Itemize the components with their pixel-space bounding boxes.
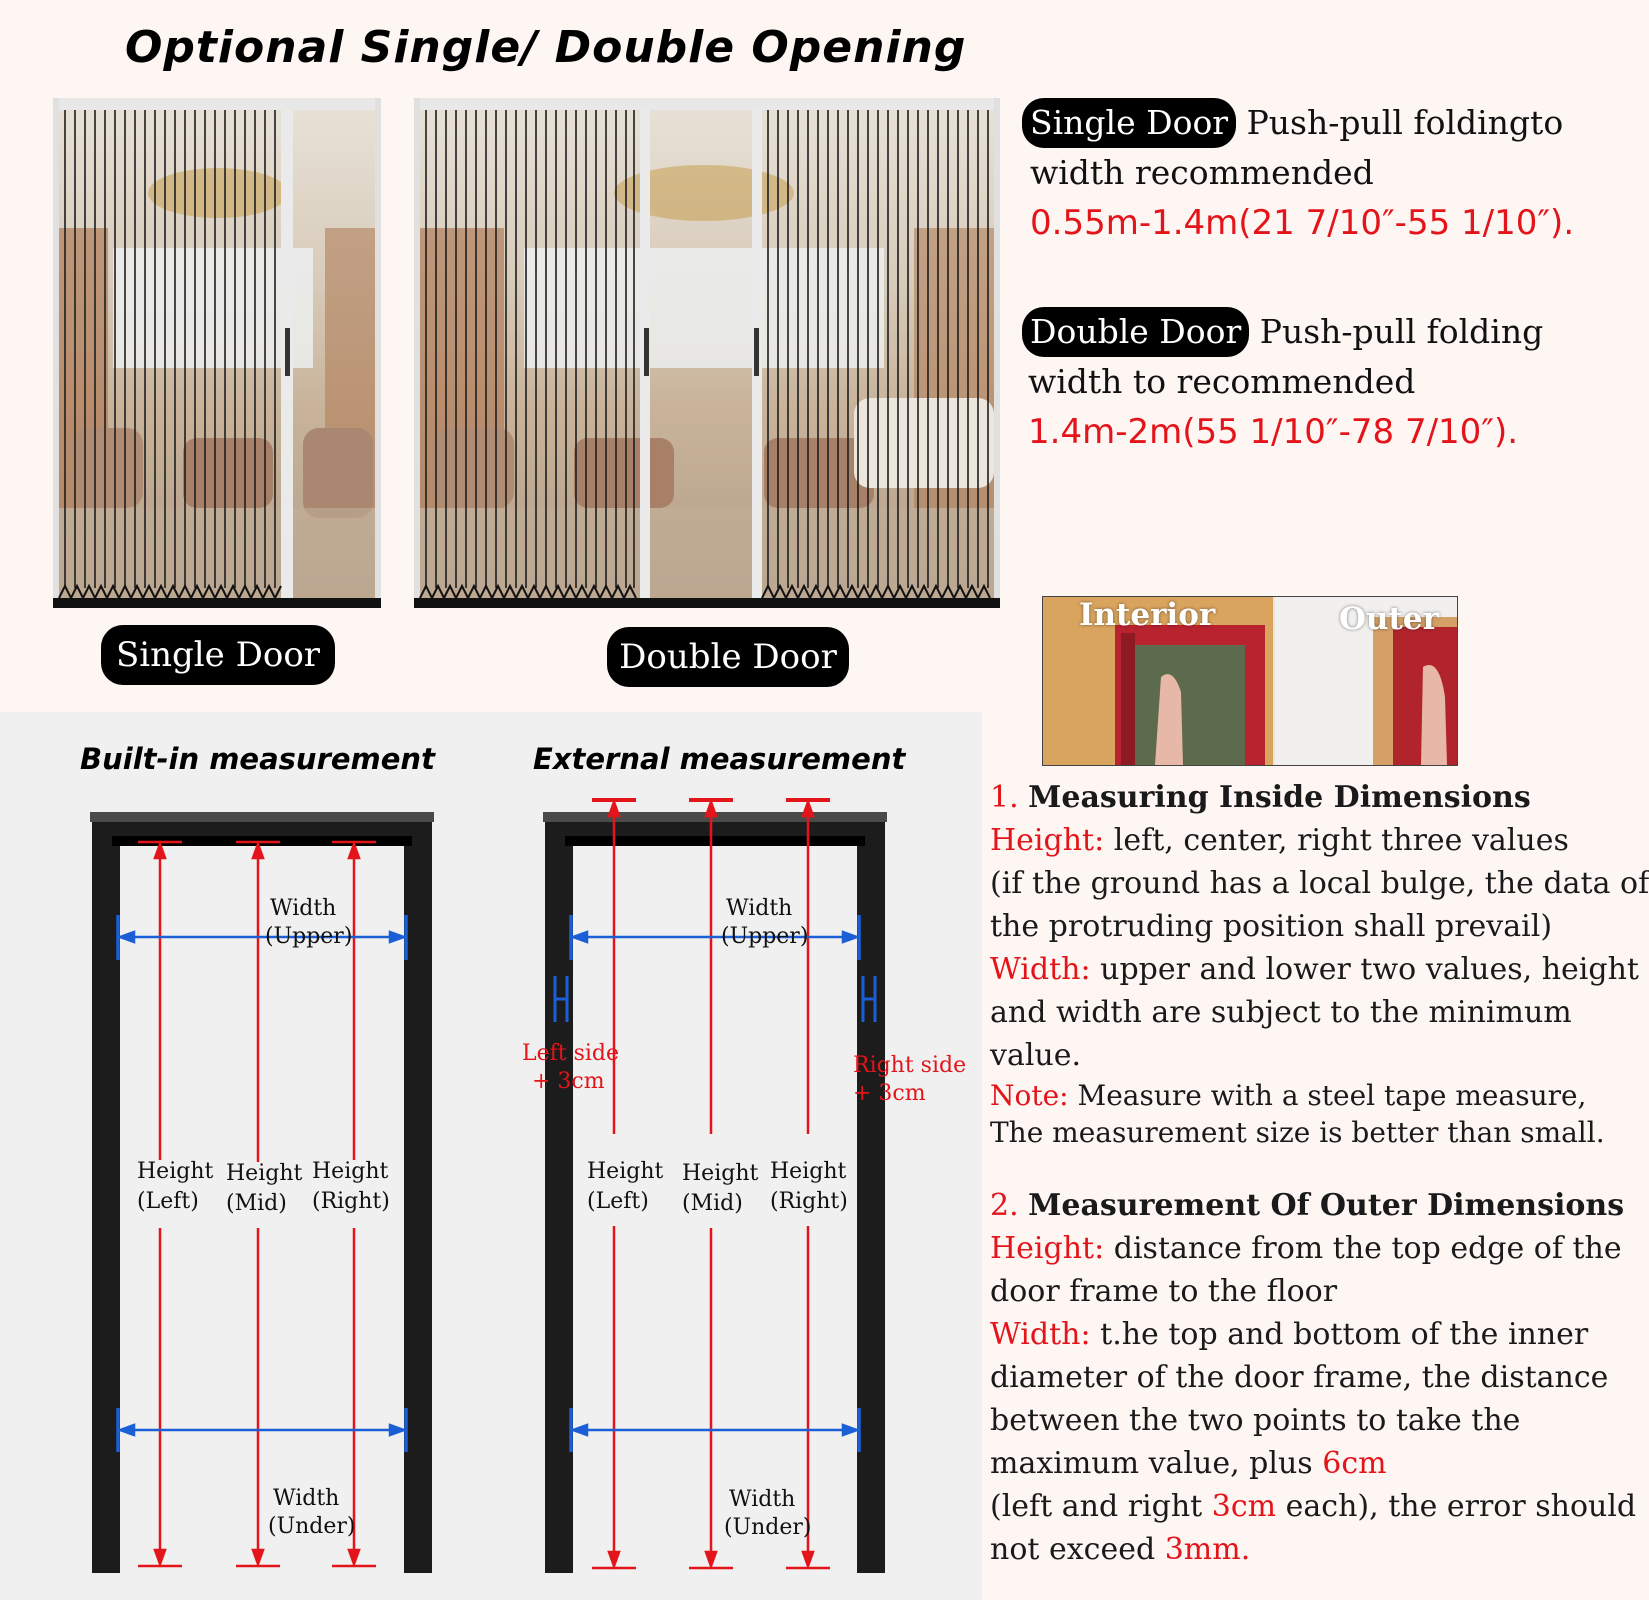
interior-label: Interior [1079,597,1216,633]
single-door-illustration [53,98,381,608]
right-side-label: Right side [853,1053,967,1078]
section1-number: 1. [990,780,1019,815]
inside-dimensions-heading [990,776,1600,819]
inside-line2: (if the ground has a local bulge, the data of [990,866,1649,901]
double-door-photo [414,98,1000,608]
outer-line7-tail: each), the error should [1285,1489,1637,1524]
inside-height-label: Height: [990,823,1105,858]
builtin-height-mid-sub: (Mid) [226,1191,287,1216]
outer-line4: diameter of the door frame, the distance [990,1360,1609,1395]
section2-number: 2. [990,1188,1019,1223]
outer-dimensions-instructions [990,1184,1637,1571]
builtin-frame-drawing [80,800,450,1580]
inside-line5: and width are subject to the minimum [990,995,1572,1030]
outer-width-text: t.he top and bottom of the inner [1100,1317,1589,1352]
note-line2: The measurement size is better than small. [990,1116,1605,1149]
builtin-height-right-sub: (Right) [312,1189,390,1214]
builtin-diagram [80,800,450,1580]
inside-line6: value. [990,1038,1082,1073]
builtin-width-upper-sub: (Upper) [265,924,353,949]
double-door-label: Double Door [607,627,849,687]
single-spec-range: 0.55m-1.4m(21 7/10″-55 1/10″). [1030,203,1575,243]
page-title: Optional Single/ Double Opening [125,22,967,73]
section1-title: Measuring Inside Dimensions [1028,780,1531,815]
double-spec-line1: Push-pull folding [1259,312,1544,351]
outer-height-label: Height: [990,1231,1105,1266]
inside-width-line [990,948,1639,991]
single-door-photo [53,98,381,608]
builtin-width-upper-label: Width [270,896,337,921]
inside-height-text: left, center, right three values [1113,823,1569,858]
builtin-height-right-label: Height [312,1159,389,1184]
note-line [990,1077,1600,1114]
external-height-mid-label: Height [682,1161,759,1186]
double-door-illustration [414,98,1000,608]
outer-line5: between the two points to take the [990,1403,1521,1438]
external-height-left-sub: (Left) [587,1189,649,1214]
outer-line8 [990,1528,1600,1571]
outer-line6-text: maximum value, plus [990,1446,1313,1481]
outer-line8-value: 3mm. [1164,1532,1251,1567]
builtin-width-under-sub: (Under) [268,1514,356,1539]
external-width-upper-label: Width [726,896,793,921]
note-label: Note: [990,1079,1069,1112]
outer-line7-text: (left and right [990,1489,1203,1524]
double-spec-range: 1.4m-2m(55 1/10″-78 7/10″). [1028,412,1519,452]
external-measurement-title: External measurement [533,742,906,776]
external-width-under-label: Width [729,1487,796,1512]
outer-line7 [990,1485,1637,1528]
right-side-offset: + 3cm [853,1081,926,1106]
outer-line7-value: 3cm [1211,1489,1277,1524]
external-height-right-sub: (Right) [770,1189,848,1214]
double-spec-line2: width to recommended [1028,362,1416,401]
single-spec-line1: Push-pull foldingto [1246,103,1564,142]
single-spec-line2: width recommended [1030,153,1374,192]
note-text: Measure with a steel tape measure, [1077,1079,1587,1112]
outer-line8-text: not exceed [990,1532,1156,1567]
inside-dimensions-instructions [990,776,1649,1151]
outer-height-text: distance from the top edge of the [1113,1231,1622,1266]
outer-line6 [990,1442,1600,1485]
outer-line6-value: 6cm [1322,1446,1387,1481]
double-door-spec [1022,307,1543,457]
builtin-height-left-sub: (Left) [137,1189,199,1214]
builtin-height-left-label: Height [137,1159,214,1184]
outer-line2: door frame to the floor [990,1274,1338,1309]
external-height-left-label: Height [587,1159,664,1184]
external-height-right-label: Height [770,1159,847,1184]
external-height-mid-sub: (Mid) [682,1191,743,1216]
section2-title: Measurement Of Outer Dimensions [1028,1188,1625,1223]
double-door-tag: Double Door [1022,307,1249,357]
outer-label: Outer [1339,601,1439,637]
external-frame-drawing [510,800,967,1580]
outer-dimensions-heading [990,1184,1625,1227]
external-diagram [510,800,967,1580]
external-width-under-sub: (Under) [724,1515,812,1540]
external-width-upper-sub: (Upper) [721,924,809,949]
builtin-width-under-label: Width [273,1486,340,1511]
inside-width-text: upper and lower two values, height [1100,952,1639,987]
inside-width-label: Width: [990,952,1091,987]
single-door-label: Single Door [101,625,335,685]
single-door-tag: Single Door [1022,98,1236,148]
left-side-label: Left side [522,1041,620,1066]
left-side-offset: + 3cm [532,1069,605,1094]
inside-line3: the protruding position shall prevail) [990,909,1553,944]
outer-width-label: Width: [990,1317,1091,1352]
builtin-measurement-title: Built-in measurement [80,742,435,776]
single-door-spec [1022,98,1574,248]
outer-height-line [990,1227,1622,1270]
builtin-height-mid-label: Height [226,1161,303,1186]
interior-outer-photo [1042,596,1458,766]
inside-height-line [990,819,1600,862]
outer-width-line [990,1313,1600,1356]
